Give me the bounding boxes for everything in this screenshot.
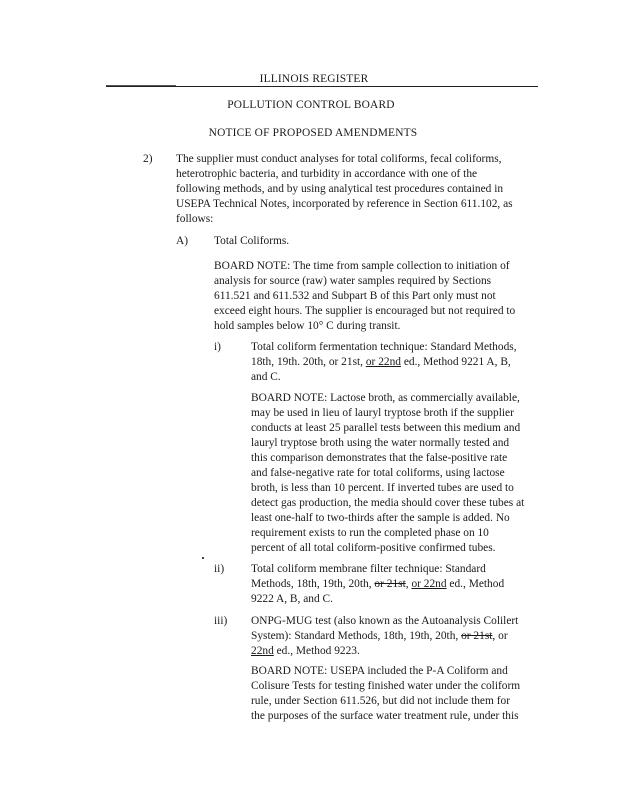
item-2-text — [176, 152, 513, 227]
notice-title: NOTICE OF PROPOSED AMENDMENTS — [208, 127, 418, 139]
item-iii-text — [251, 614, 518, 659]
item-iii-line — [251, 644, 518, 659]
item-i-line: Total coliform fermentation technique: Standard Methods, — [251, 341, 517, 353]
board-note-2-line: requirement exists to run the completed phase on 10 — [251, 527, 489, 539]
item-a-title: Total Coliforms. — [214, 235, 290, 247]
item-a-label: A) — [176, 235, 189, 247]
item-iii-text-part: , or — [492, 630, 508, 642]
item-2-line: follows: — [176, 213, 214, 225]
item-ii-text-part: ed., Method — [446, 578, 505, 590]
item-i-text-part: 18th, 19th. 20th, or 21st, — [251, 356, 366, 368]
register-title: ILLINOIS REGISTER — [259, 73, 369, 85]
board-note-2-line: this comparison demonstrates that the false-positive rate — [251, 452, 508, 464]
board-note-2-line: and false-negative rate for total coliforms, using lactose — [251, 467, 505, 479]
board-note-2-line: may be used in lieu of lauryl tryptose broth if the supplier — [251, 407, 514, 419]
deleted-text: or 21st — [461, 630, 493, 642]
item-ii-text-part: Methods, 18th, 19th, 20th, — [251, 578, 375, 590]
item-iii-label: iii) — [214, 615, 228, 627]
item-i-line — [251, 355, 517, 370]
board-note-2-line: detect gas production, the media should cover these tubes at — [251, 497, 525, 509]
board-note-3-line: BOARD NOTE: USEPA included the P-A Coliform and — [251, 665, 508, 677]
item-i-text — [251, 340, 517, 385]
item-2-line: following methods, and by using analytical test procedures contained in — [176, 183, 504, 195]
item-ii-label: ii) — [214, 563, 225, 575]
inserted-text: 22nd — [251, 645, 274, 657]
board-note-3-line: rule, under Section 611.526, but did not include them for — [251, 695, 510, 707]
inserted-text: or 22nd — [411, 578, 447, 590]
board-note-1-line: BOARD NOTE: The time from sample collection to initiation of — [214, 260, 510, 272]
item-iii-line: ONPG-MUG test (also known as the Autoanalysis Colilert — [251, 615, 519, 627]
item-i-text-part: ed., Method 9221 A, B, — [400, 356, 511, 368]
item-ii-text — [251, 562, 504, 607]
item-i-line: and C. — [251, 371, 281, 383]
board-title: POLLUTION CONTROL BOARD — [227, 99, 395, 111]
item-2-line: USEPA Technical Notes, incorporated by reference in Section 611.102, as — [176, 198, 513, 210]
board-note-1 — [214, 259, 515, 334]
scan-mark — [202, 557, 204, 559]
board-note-3 — [251, 664, 520, 724]
item-ii-line: Total coliform membrane filter technique: Standard — [251, 563, 486, 575]
inserted-text: or 22nd — [365, 356, 401, 368]
item-2-line: heterotrophic bacteria, and turbidity in accordance with one of the — [176, 168, 478, 180]
deleted-text: or 21st — [374, 578, 406, 590]
board-note-2-line: percent of all total coliform-positive confirmed tubes. — [251, 542, 496, 554]
board-note-2-line: conducts at least 25 parallel tests between this medium and — [251, 422, 521, 434]
item-iii-text-part: System): Standard Methods, 18th, 19th, 20th, — [251, 630, 462, 642]
item-iii-text-part: ed., Method 9223. — [273, 645, 360, 657]
board-note-2-line: least one-half to two-thirds after the sample is added. No — [251, 512, 510, 524]
item-ii-text-part: , — [405, 578, 412, 590]
item-ii-line — [251, 577, 504, 592]
item-2-line: The supplier must conduct analyses for total coliforms, fecal coliforms, — [176, 153, 502, 165]
item-iii-line — [251, 629, 518, 644]
board-note-1-line: exceed eight hours. The supplier is encouraged but not required to — [214, 305, 516, 317]
item-2-number: 2) — [143, 153, 153, 165]
board-note-3-line: Colisure Tests for testing finished water under the coliform — [251, 680, 521, 692]
board-note-2 — [251, 391, 524, 556]
board-note-1-line: 611.521 and 611.532 and Subpart B of this Part only must not — [214, 290, 496, 302]
board-note-2-line: broth, is less than 10 percent. If inverted tubes are used to — [251, 482, 514, 494]
board-note-1-line: analysis for source (raw) water samples required by Sections — [214, 275, 492, 287]
board-note-2-line: BOARD NOTE: Lactose broth, as commercially available, — [251, 392, 520, 404]
item-ii-line: 9222 A, B, and C. — [251, 593, 333, 605]
board-note-2-line: lauryl tryptose broth using the water normally tested and — [251, 437, 510, 449]
board-note-1-line: hold samples below 10° C during transit. — [214, 320, 401, 332]
item-i-label: i) — [214, 341, 221, 353]
board-note-3-line: the purposes of the surface water treatment rule, under this — [251, 710, 519, 722]
